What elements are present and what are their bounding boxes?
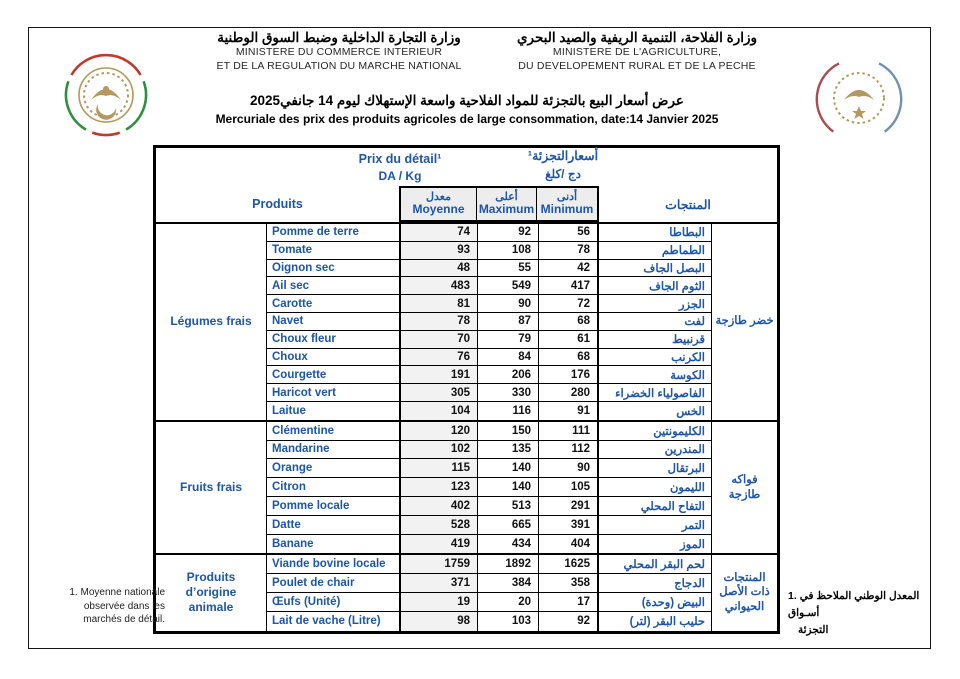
- product-name-ar: الليمون: [669, 482, 705, 495]
- price-maximum: 103: [477, 612, 538, 631]
- column-header-maximum-ar: أعلى: [495, 190, 518, 203]
- price-maximum: 1892: [477, 555, 538, 573]
- product-name-fr: Poulet de chair: [272, 577, 355, 590]
- column-header-minimum-ar: أدنى: [556, 190, 578, 203]
- table-row: [267, 331, 711, 349]
- price-moyenne: 98: [399, 612, 477, 631]
- column-header-moyenne: [401, 188, 477, 220]
- table-row: [267, 555, 711, 574]
- column-header-minimum-fr: Minimum: [540, 202, 594, 217]
- product-name-fr: Choux fleur: [272, 333, 336, 346]
- table-row: [267, 535, 711, 554]
- price-maximum: 330: [477, 384, 538, 401]
- footnote-fr: [38, 586, 165, 627]
- product-name-fr: Tomate: [272, 244, 313, 257]
- price-moyenne: 402: [399, 497, 477, 515]
- price-maximum: 20: [477, 593, 538, 611]
- product-name-ar: التفاح المحلي: [640, 500, 705, 513]
- footnote-fr-line1: 1. Moyenne nationale: [69, 587, 165, 598]
- price-minimum: 105: [538, 478, 599, 496]
- column-header-minimum: [537, 188, 597, 220]
- price-minimum: 68: [538, 349, 599, 366]
- price-table: [153, 145, 780, 634]
- commerce-ministry-logo-icon: [56, 50, 156, 140]
- table-row: [267, 277, 711, 295]
- group-label-fr: Légumes frais: [156, 224, 267, 420]
- price-maximum: 135: [477, 441, 538, 459]
- product-name-fr: Viande bovine locale: [272, 558, 386, 571]
- price-minimum: 1625: [538, 555, 599, 573]
- table-row: [267, 313, 711, 331]
- product-name-fr: Haricot vert: [272, 386, 336, 399]
- table-row: [267, 242, 711, 260]
- column-header-maximum: [477, 188, 537, 220]
- table-row: [267, 224, 711, 242]
- column-header-maximum-fr: Maximum: [478, 202, 535, 217]
- product-name-ar: الموز: [680, 538, 705, 551]
- column-header-products-ar: المنتجات: [665, 197, 711, 212]
- group-label-ar: المنتجات ذات الأصل الحيواني: [711, 555, 777, 630]
- price-moyenne: 81: [399, 295, 477, 312]
- product-name-ar: الثوم الجاف: [649, 280, 705, 293]
- product-name-fr: Choux: [272, 350, 308, 363]
- product-name-ar: الفاصولياء الخضراء: [615, 387, 705, 400]
- product-name-fr: Navet: [272, 315, 304, 328]
- document-title: [167, 93, 767, 126]
- price-moyenne: 74: [399, 224, 477, 241]
- product-name-ar: الدجاج: [674, 578, 705, 591]
- price-maximum: 116: [477, 402, 538, 420]
- price-minimum: 358: [538, 574, 599, 592]
- price-maximum: 206: [477, 366, 538, 383]
- product-group: [156, 224, 777, 420]
- price-minimum: 56: [538, 224, 599, 241]
- product-name-fr: Mandarine: [272, 443, 330, 456]
- column-header-products-fr: Produits: [252, 197, 303, 211]
- price-header-fr-line2: DA / Kg: [378, 169, 422, 184]
- price-moyenne: 1759: [399, 555, 477, 573]
- table-row: [267, 497, 711, 516]
- price-moyenne: 78: [399, 313, 477, 330]
- product-name-fr: Ail sec: [272, 279, 310, 292]
- price-header-ar-line2: دج /كلغ: [545, 166, 581, 181]
- agriculture-ministry-title-ar: وزارة الفلاحة، التنمية الريفية والصيد البحري: [516, 30, 758, 45]
- price-maximum: 513: [477, 497, 538, 515]
- price-moyenne: 70: [399, 331, 477, 348]
- table-row: [267, 441, 711, 460]
- price-maximum: 150: [477, 422, 538, 440]
- price-moyenne: 528: [399, 516, 477, 534]
- product-name-ar: الكليمونتين: [653, 425, 705, 438]
- product-name-fr: Laitue: [272, 404, 306, 417]
- price-moyenne: 76: [399, 349, 477, 366]
- price-minimum: 72: [538, 295, 599, 312]
- table-row: [267, 459, 711, 478]
- price-moyenne: 371: [399, 574, 477, 592]
- group-label-ar: خضر طازجة: [711, 224, 777, 420]
- price-moyenne: 48: [399, 260, 477, 277]
- price-minimum: 280: [538, 384, 599, 401]
- table-row: [267, 516, 711, 535]
- price-minimum: 90: [538, 459, 599, 477]
- table-row: [267, 422, 711, 441]
- column-header-row: [156, 186, 777, 222]
- price-moyenne: 93: [399, 242, 477, 259]
- price-maximum: 434: [477, 535, 538, 554]
- product-name-fr: Banane: [272, 537, 314, 550]
- price-maximum: 549: [477, 277, 538, 294]
- price-maximum: 384: [477, 574, 538, 592]
- column-header-moyenne-fr: Moyenne: [412, 202, 465, 217]
- price-moyenne: 305: [399, 384, 477, 401]
- table-row: [267, 295, 711, 313]
- product-name-ar: الكرنب: [671, 351, 705, 364]
- table-row: [267, 384, 711, 402]
- group-rows: [267, 224, 711, 420]
- product-name-fr: Lait de vache (Litre): [272, 615, 381, 628]
- product-name-fr: Orange: [272, 462, 313, 475]
- table-row: [267, 366, 711, 384]
- price-header-ar-line1: أسعارالتجزئة¹: [527, 149, 599, 163]
- footnote-fr-line2: observée dans les: [83, 600, 165, 612]
- product-name-fr: Œufs (Unité): [272, 595, 341, 608]
- footnote-ar: [788, 588, 928, 638]
- product-name-ar: التمر: [681, 519, 705, 532]
- product-group: [156, 553, 777, 630]
- price-unit-header-fr: [323, 150, 477, 186]
- product-name-ar: البصل الجاف: [643, 262, 705, 275]
- product-name-ar: البيض (وحدة): [641, 596, 705, 609]
- product-name-fr: Carotte: [272, 297, 313, 310]
- table-row: [267, 349, 711, 367]
- price-maximum: 90: [477, 295, 538, 312]
- product-name-ar: لحم البقر المحلي: [623, 559, 705, 572]
- column-header-stats-block: [399, 186, 599, 222]
- product-name-fr: Citron: [272, 481, 306, 494]
- price-maximum: 140: [477, 478, 538, 496]
- price-moyenne: 483: [399, 277, 477, 294]
- agriculture-ministry-header: [472, 30, 802, 73]
- price-minimum: 91: [538, 402, 599, 420]
- group-rows: [267, 422, 711, 554]
- price-maximum: 79: [477, 331, 538, 348]
- price-minimum: 112: [538, 441, 599, 459]
- product-name-fr: Pomme locale: [272, 499, 350, 512]
- price-moyenne: 123: [399, 478, 477, 496]
- table-body: [156, 224, 777, 631]
- price-minimum: 111: [538, 422, 599, 440]
- product-name-ar: البرتقال: [667, 463, 705, 476]
- agriculture-ministry-logo-icon: [814, 50, 904, 150]
- product-name-ar: الجزر: [678, 298, 705, 311]
- price-moyenne: 191: [399, 366, 477, 383]
- price-minimum: 176: [538, 366, 599, 383]
- commerce-ministry-title-fr-line2: ET DE LA REGULATION DU MARCHE NATIONAL: [216, 59, 462, 72]
- price-minimum: 92: [538, 612, 599, 631]
- product-name-fr: Clémentine: [272, 424, 334, 437]
- footnote-ar-line2: التجزئة: [798, 623, 829, 636]
- price-maximum: 108: [477, 242, 538, 259]
- table-row: [267, 593, 711, 612]
- price-header-fr-line1: Prix du détail¹: [358, 152, 442, 166]
- price-moyenne: 102: [399, 441, 477, 459]
- product-name-ar: الطماطم: [661, 245, 705, 258]
- product-name-ar: حليب البقر (لتر): [629, 616, 705, 629]
- price-maximum: 665: [477, 516, 538, 534]
- price-minimum: 404: [538, 535, 599, 554]
- product-name-ar: البطاطا: [669, 227, 705, 240]
- price-minimum: 17: [538, 593, 599, 611]
- price-moyenne: 19: [399, 593, 477, 611]
- column-header-moyenne-ar: معدل: [426, 190, 451, 203]
- product-name-ar: الكوسة: [670, 369, 705, 382]
- product-name-ar: الخس: [676, 405, 705, 418]
- product-name-ar: قرنبيط: [672, 334, 705, 347]
- price-minimum: 61: [538, 331, 599, 348]
- agriculture-ministry-title-fr-line1: MINISTERE DE L'AGRICULTURE,: [552, 46, 722, 58]
- price-minimum: 78: [538, 242, 599, 259]
- group-label-fr: Fruits frais: [156, 422, 267, 554]
- price-minimum: 391: [538, 516, 599, 534]
- price-unit-header-ar: [486, 148, 640, 182]
- price-maximum: 84: [477, 349, 538, 366]
- product-name-fr: Courgette: [272, 368, 327, 381]
- price-minimum: 68: [538, 313, 599, 330]
- table-row: [267, 402, 711, 420]
- product-name-ar: المندرين: [664, 444, 705, 457]
- commerce-ministry-title-fr-line1: MINISTERE DU COMMERCE INTERIEUR: [235, 46, 443, 58]
- price-minimum: 42: [538, 260, 599, 277]
- document-title-fr: Mercuriale des prix des produits agricoles de large consommation, date:14 Janvier 2025: [215, 112, 719, 126]
- commerce-ministry-header: [178, 30, 500, 73]
- group-label-ar: فواكه طازجة: [711, 422, 777, 554]
- agriculture-ministry-title-fr-line2: DU DEVELOPEMENT RURAL ET DE LA PECHE: [518, 59, 756, 72]
- price-minimum: 291: [538, 497, 599, 515]
- table-row: [267, 574, 711, 593]
- commerce-ministry-title-ar: وزارة التجارة الداخلية وضبط السوق الوطنية: [217, 30, 461, 45]
- price-maximum: 140: [477, 459, 538, 477]
- price-moyenne: 120: [399, 422, 477, 440]
- price-moyenne: 104: [399, 402, 477, 420]
- table-row: [267, 478, 711, 497]
- footnote-ar-line1: 1. المعدل الوطني الملاحظ في أسـواق: [788, 590, 920, 619]
- table-header: [156, 148, 777, 224]
- table-row: [267, 260, 711, 278]
- document-title-ar: عرض أسعار البيع بالتجزئة للمواد الفلاحية واسعة الإستهلاك ليوم 14 جانفي2025: [250, 93, 684, 108]
- product-name-ar: لفت: [684, 316, 705, 329]
- price-minimum: 417: [538, 277, 599, 294]
- price-maximum: 87: [477, 313, 538, 330]
- price-moyenne: 115: [399, 459, 477, 477]
- price-moyenne: 419: [399, 535, 477, 554]
- product-name-fr: Oignon sec: [272, 261, 335, 274]
- footnote-fr-line3: marchés de détail.: [83, 614, 165, 625]
- group-label-fr: Produits d’origine animale: [156, 555, 267, 630]
- group-rows: [267, 555, 711, 630]
- product-group: [156, 420, 777, 554]
- product-name-fr: Pomme de terre: [272, 226, 359, 239]
- product-name-fr: Datte: [272, 518, 301, 531]
- table-row: [267, 612, 711, 631]
- price-maximum: 55: [477, 260, 538, 277]
- price-maximum: 92: [477, 224, 538, 241]
